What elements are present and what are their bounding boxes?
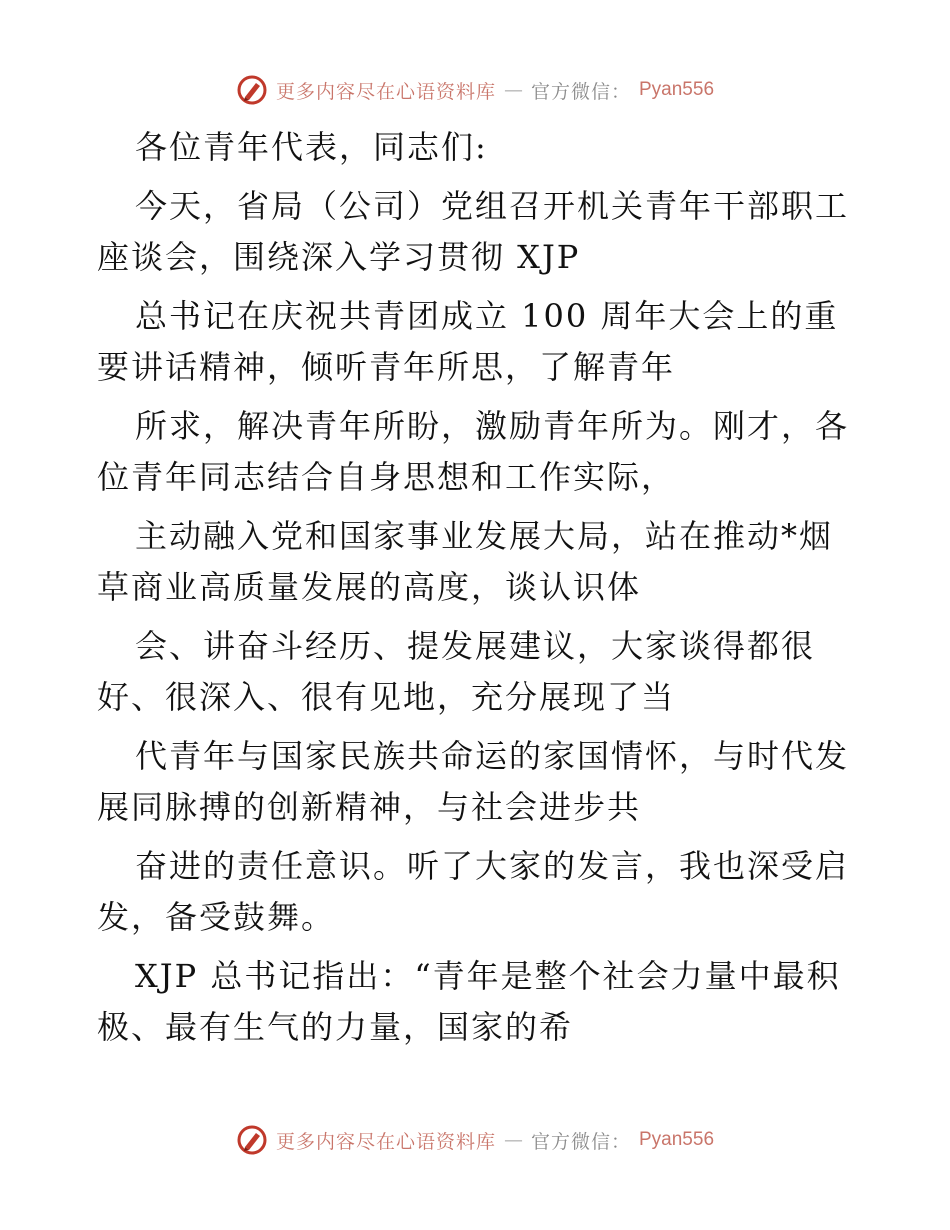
text-line: 总书记在庆祝共青团成立 100 周年大会上的重 <box>135 297 839 335</box>
watermark-wechat-label: 官方微信： <box>530 1130 631 1153</box>
text-line: 会、讲奋斗经历、提发展建议，大家谈得都很 <box>135 627 816 665</box>
pen-logo-icon <box>236 74 268 106</box>
text-line: 极、最有生气的力量，国家的希 <box>97 1008 574 1046</box>
watermark-text: 更多内容尽在心语资料库 <box>275 1130 496 1153</box>
document-body <box>97 122 857 1053</box>
text-line: XJP 总书记指出：“青年是整个社会力量中最积 <box>135 957 841 995</box>
watermark-wechat-label: 官方微信： <box>530 80 631 103</box>
pen-logo-icon <box>236 1124 268 1156</box>
text-line: 位青年同志结合自身思想和工作实际， <box>97 458 676 496</box>
text-line: 所求，解决青年所盼，激励青年所为。刚才，各 <box>135 407 850 445</box>
watermark-wechat-id: Pyan556 <box>639 1129 715 1150</box>
text-line: 奋进的责任意识。听了大家的发言，我也深受启 <box>135 847 850 885</box>
text-line: 展同脉搏的创新精神，与社会进步共 <box>97 788 642 826</box>
text-line: 代青年与国家民族共命运的家国情怀，与时代发 <box>135 737 850 775</box>
watermark-text: 更多内容尽在心语资料库 <box>275 80 496 103</box>
text-line: 主动融入党和国家事业发展大局，站在推动*烟 <box>135 517 834 555</box>
text-line: 要讲话精神，倾听青年所思，了解青年 <box>97 348 676 386</box>
watermark-dash: — <box>503 1129 523 1151</box>
header-watermark <box>0 70 950 110</box>
text-line: 草商业高质量发展的高度，谈认识体 <box>97 568 642 606</box>
text-line: 座谈会，围绕深入学习贯彻 XJP <box>97 238 581 276</box>
text-line: 今天，省局（公司）党组召开机关青年干部职工 <box>135 187 850 225</box>
text-line: 好、很深入、很有见地，充分展现了当 <box>97 678 676 716</box>
text-line: 发，备受鼓舞。 <box>97 898 336 936</box>
watermark-wechat-id: Pyan556 <box>639 79 715 100</box>
watermark-dash: — <box>503 79 523 101</box>
footer-watermark <box>0 1120 950 1160</box>
text-line: 各位青年代表，同志们: <box>135 128 488 166</box>
